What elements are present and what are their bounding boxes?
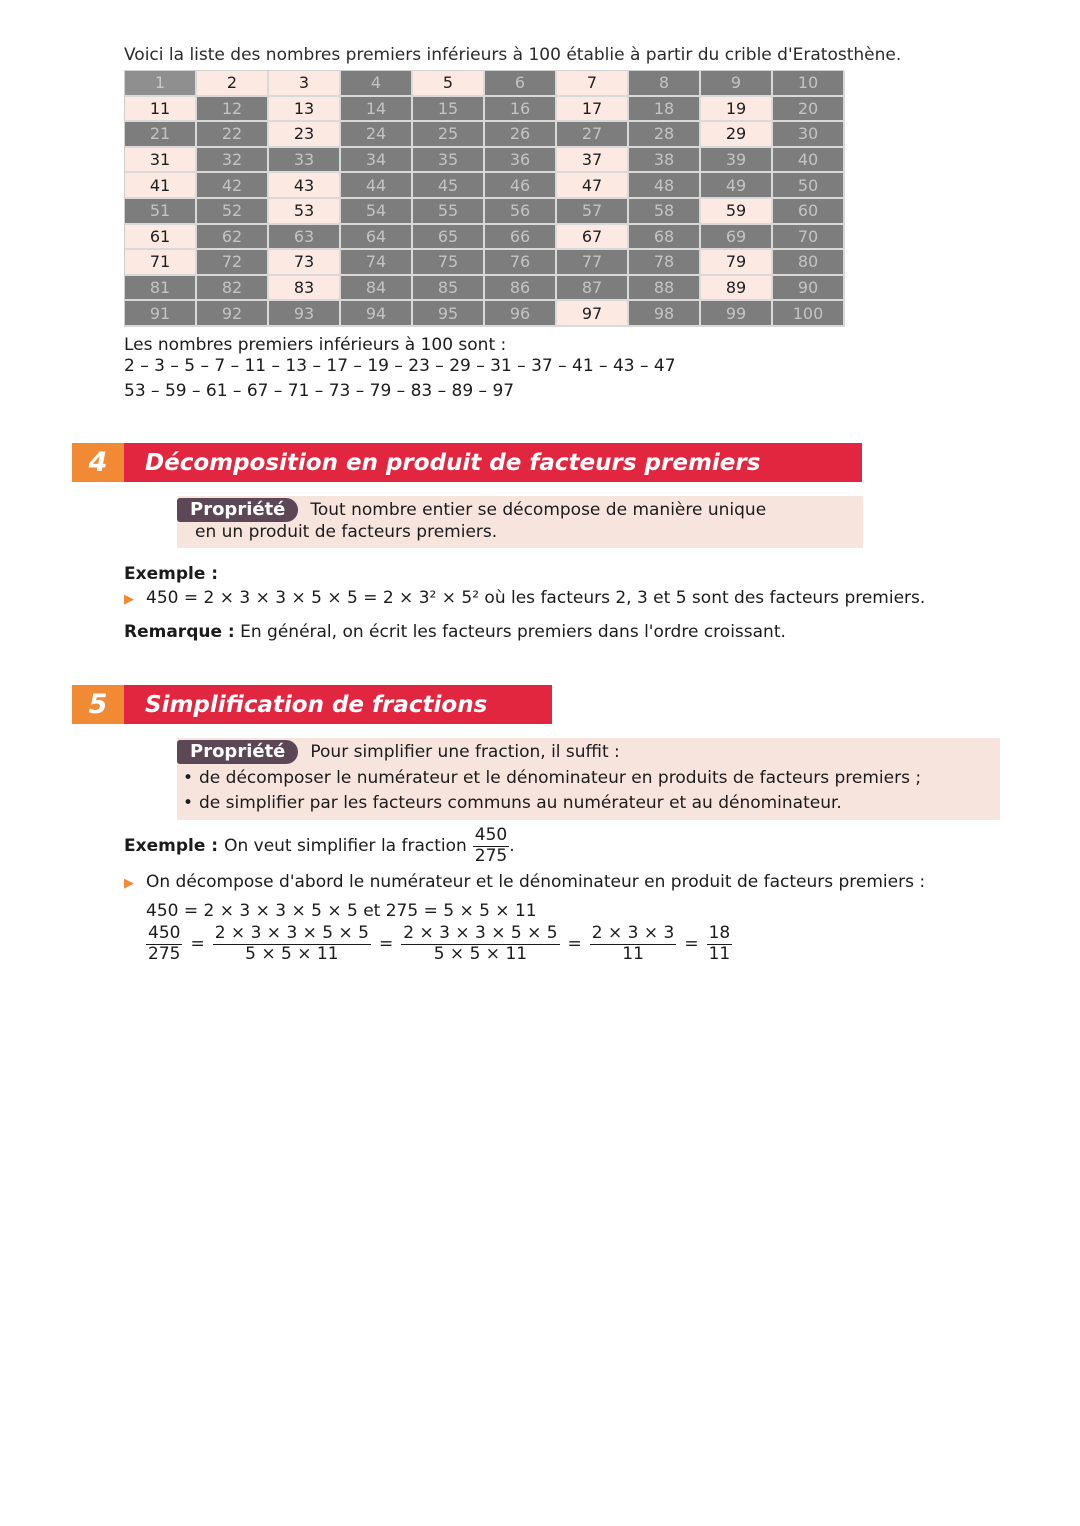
sieve-cell: 33 <box>269 148 341 174</box>
sieve-cell: 81 <box>125 276 197 302</box>
sieve-cell: 10 <box>773 71 845 97</box>
chain-fraction <box>590 924 677 964</box>
sieve-cell: 70 <box>773 225 845 251</box>
fraction-numerator: 2 × 3 × 3 × 5 × 5 <box>214 923 369 943</box>
sieve-cell: 68 <box>629 225 701 251</box>
chain-fraction <box>707 924 733 964</box>
sieve-cell: 49 <box>701 173 773 199</box>
example-label: Exemple : <box>124 836 219 857</box>
sieve-cell: 44 <box>341 173 413 199</box>
sieve-cell: 78 <box>629 250 701 276</box>
sieve-cell: 66 <box>485 225 557 251</box>
property-badge: Propriété <box>177 498 298 522</box>
sieve-cell: 46 <box>485 173 557 199</box>
fraction-denominator: 11 <box>708 943 731 964</box>
sieve-cell: 40 <box>773 148 845 174</box>
sieve-cell: 71 <box>125 250 197 276</box>
section-4-example-label: Exemple : <box>124 564 219 584</box>
sieve-cell: 17 <box>557 97 629 123</box>
sieve-cell: 80 <box>773 250 845 276</box>
sieve-cell: 72 <box>197 250 269 276</box>
sieve-cell: 37 <box>557 148 629 174</box>
sieve-cell: 63 <box>269 225 341 251</box>
fraction-denominator: 275 <box>148 943 181 964</box>
example-text: On veut simplifier la fraction <box>224 836 467 857</box>
sieve-cell: 6 <box>485 71 557 97</box>
sieve-cell: 27 <box>557 122 629 148</box>
property-intro: Pour simplifier une fraction, il suffit : <box>310 742 620 762</box>
equals-sign: = <box>379 934 394 955</box>
fraction-denominator: 11 <box>622 943 644 964</box>
fraction-denominator: 5 × 5 × 11 <box>433 943 528 964</box>
sieve-cell: 73 <box>269 250 341 276</box>
sieve-cell: 90 <box>773 276 845 302</box>
sieve-cell: 30 <box>773 122 845 148</box>
sieve-cell: 25 <box>413 122 485 148</box>
sieve-cell: 98 <box>629 301 701 327</box>
sieve-cell: 19 <box>701 97 773 123</box>
section-5-example <box>124 826 515 866</box>
equals-sign: = <box>190 934 205 955</box>
equals-sign: = <box>567 934 582 955</box>
fraction-numerator: 450 <box>474 825 508 845</box>
sieve-cell: 18 <box>629 97 701 123</box>
intro-text: Voici la liste des nombres premiers inférieurs à 100 établie à partir du crible d'Eratosthène. <box>124 45 902 65</box>
sieve-cell: 28 <box>629 122 701 148</box>
bullet-dot-icon: • <box>182 768 194 788</box>
section-4-remark <box>124 622 786 642</box>
sieve-cell: 22 <box>197 122 269 148</box>
remark-label: Remarque : <box>124 622 235 642</box>
sieve-cell: 15 <box>413 97 485 123</box>
sieve-cell: 3 <box>269 71 341 97</box>
eratosthenes-sieve-table <box>124 70 844 327</box>
sieve-cell: 5 <box>413 71 485 97</box>
sieve-cell: 97 <box>557 301 629 327</box>
sieve-cell: 53 <box>269 199 341 225</box>
sieve-cell: 47 <box>557 173 629 199</box>
sieve-cell: 43 <box>269 173 341 199</box>
primes-list-heading: Les nombres premiers inférieurs à 100 sont : <box>124 335 507 355</box>
fraction-numerator: 2 × 3 × 3 <box>591 923 675 943</box>
sieve-cell: 29 <box>701 122 773 148</box>
primes-list-line-2: 53 – 59 – 61 – 67 – 71 – 73 – 79 – 83 – 89 – 97 <box>124 381 515 401</box>
section-4-example-text: 450 = 2 × 3 × 3 × 5 × 5 = 2 × 3² × 5² où les facteurs 2, 3 et 5 sont des facteurs premiers. <box>146 588 926 608</box>
section-5-header <box>72 685 552 724</box>
fraction-denominator: 275 <box>474 845 508 866</box>
remark-text: En général, on écrit les facteurs premiers dans l'ordre croissant. <box>240 622 786 642</box>
section-4-example <box>124 588 925 608</box>
sieve-cell: 85 <box>413 276 485 302</box>
sieve-cell: 45 <box>413 173 485 199</box>
chain-fraction <box>213 924 371 964</box>
section-5-title: Simplification de fractions <box>124 685 552 724</box>
sieve-cell: 94 <box>341 301 413 327</box>
triangle-bullet-icon: ▶ <box>124 592 134 607</box>
bullet-dot-icon: • <box>182 793 194 813</box>
property-bullet-2 <box>177 793 842 813</box>
property-bullet-1 <box>177 768 921 788</box>
property-bullet-2-text: de simplifier par les facteurs communs au numérateur et au dénominateur. <box>199 793 842 813</box>
section-5-step <box>124 872 925 892</box>
section-5-property-box <box>177 738 1000 820</box>
section-4-number: 4 <box>72 443 124 482</box>
property-badge: Propriété <box>177 740 298 764</box>
sieve-cell: 12 <box>197 97 269 123</box>
sieve-cell: 83 <box>269 276 341 302</box>
sieve-cell: 26 <box>485 122 557 148</box>
sieve-cell: 38 <box>629 148 701 174</box>
sieve-cell: 35 <box>413 148 485 174</box>
fraction-numerator: 450 <box>148 923 181 943</box>
section-4-property-box <box>177 496 863 548</box>
decomposition-line: 450 = 2 × 3 × 3 × 5 × 5 et 275 = 5 × 5 × 11 <box>146 901 537 921</box>
sieve-cell: 58 <box>629 199 701 225</box>
sieve-cell: 93 <box>269 301 341 327</box>
sieve-cell: 50 <box>773 173 845 199</box>
sieve-cell: 67 <box>557 225 629 251</box>
sieve-cell: 39 <box>701 148 773 174</box>
sieve-cell: 31 <box>125 148 197 174</box>
sieve-cell: 34 <box>341 148 413 174</box>
sieve-cell: 52 <box>197 199 269 225</box>
section-5-number: 5 <box>72 685 124 724</box>
sieve-cell: 20 <box>773 97 845 123</box>
sieve-cell: 82 <box>197 276 269 302</box>
sieve-cell: 1 <box>125 71 197 97</box>
section-5-step-text: On décompose d'abord le numérateur et le dénominateur en produit de facteurs premiers : <box>146 872 926 892</box>
equals-sign: = <box>684 934 699 955</box>
sieve-cell: 100 <box>773 301 845 327</box>
sieve-cell: 99 <box>701 301 773 327</box>
sieve-cell: 14 <box>341 97 413 123</box>
sieve-cell: 55 <box>413 199 485 225</box>
sieve-cell: 61 <box>125 225 197 251</box>
fraction-numerator: 2 × 3 × 3 × 5 × 5 <box>403 923 558 943</box>
sieve-cell: 42 <box>197 173 269 199</box>
fraction-numerator: 18 <box>708 923 731 943</box>
primes-list-line-1: 2 – 3 – 5 – 7 – 11 – 13 – 17 – 19 – 23 – 29 – 31 – 37 – 41 – 43 – 47 <box>124 356 676 376</box>
sieve-cell: 69 <box>701 225 773 251</box>
sieve-cell: 41 <box>125 173 197 199</box>
sieve-cell: 48 <box>629 173 701 199</box>
sieve-cell: 64 <box>341 225 413 251</box>
example-end: . <box>509 836 515 857</box>
sieve-cell: 79 <box>701 250 773 276</box>
section-4-header <box>72 443 862 482</box>
sieve-cell: 74 <box>341 250 413 276</box>
sieve-cell: 77 <box>557 250 629 276</box>
sieve-cell: 88 <box>629 276 701 302</box>
sieve-cell: 92 <box>197 301 269 327</box>
sieve-cell: 36 <box>485 148 557 174</box>
sieve-cell: 2 <box>197 71 269 97</box>
sieve-cell: 76 <box>485 250 557 276</box>
sieve-cell: 96 <box>485 301 557 327</box>
property-line-2: en un produit de facteurs premiers. <box>195 522 498 542</box>
sieve-cell: 86 <box>485 276 557 302</box>
triangle-bullet-icon: ▶ <box>124 876 134 891</box>
sieve-cell: 57 <box>557 199 629 225</box>
sieve-cell: 21 <box>125 122 197 148</box>
sieve-cell: 60 <box>773 199 845 225</box>
sieve-cell: 75 <box>413 250 485 276</box>
property-line-1: Tout nombre entier se décompose de manière unique <box>310 500 767 520</box>
fraction-denominator: 5 × 5 × 11 <box>245 943 339 964</box>
sieve-cell: 11 <box>125 97 197 123</box>
sieve-cell: 59 <box>701 199 773 225</box>
section-4-title: Décomposition en produit de facteurs premiers <box>124 443 862 482</box>
sieve-cell: 91 <box>125 301 197 327</box>
chain-fraction <box>401 924 559 964</box>
sieve-cell: 56 <box>485 199 557 225</box>
sieve-cell: 89 <box>701 276 773 302</box>
sieve-cell: 9 <box>701 71 773 97</box>
sieve-cell: 84 <box>341 276 413 302</box>
sieve-cell: 65 <box>413 225 485 251</box>
property-bullet-1-text: de décomposer le numérateur et le dénominateur en produits de facteurs premiers ; <box>199 768 922 788</box>
sieve-cell: 4 <box>341 71 413 97</box>
sieve-cell: 8 <box>629 71 701 97</box>
sieve-cell: 95 <box>413 301 485 327</box>
sieve-cell: 32 <box>197 148 269 174</box>
sieve-cell: 16 <box>485 97 557 123</box>
sieve-cell: 24 <box>341 122 413 148</box>
sieve-cell: 62 <box>197 225 269 251</box>
example-fraction <box>473 826 509 866</box>
sieve-cell: 51 <box>125 199 197 225</box>
fraction-simplification-chain <box>146 924 732 964</box>
sieve-cell: 54 <box>341 199 413 225</box>
chain-fraction <box>146 924 182 964</box>
sieve-cell: 13 <box>269 97 341 123</box>
sieve-cell: 87 <box>557 276 629 302</box>
sieve-cell: 23 <box>269 122 341 148</box>
sieve-cell: 7 <box>557 71 629 97</box>
